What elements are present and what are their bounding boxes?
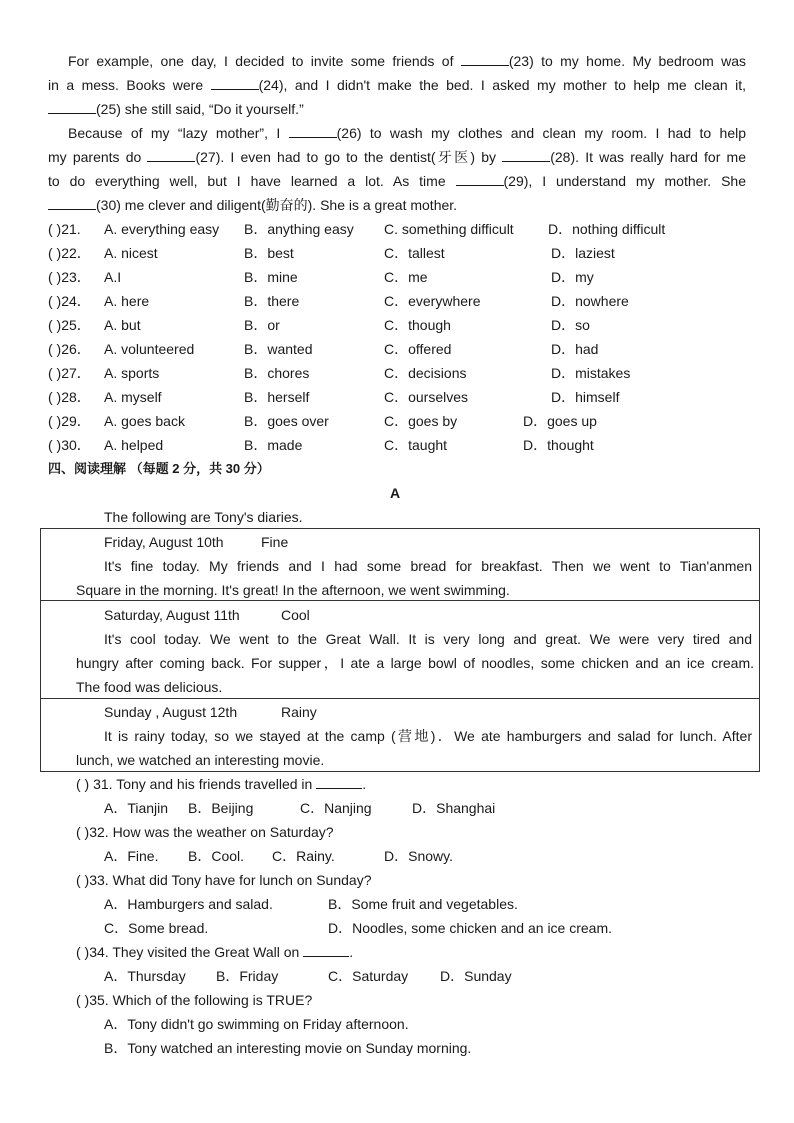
option-b: B．made [244, 437, 303, 453]
option-d: D．goes up [523, 413, 597, 429]
blank-23 [461, 53, 509, 66]
diary-text: lunch, we watched an interesting movie. [76, 752, 325, 768]
diary-weather: Rainy [281, 704, 317, 720]
option-a: A．Tianjin [104, 800, 169, 816]
option-b: B．goes over [244, 413, 329, 429]
diary-text: It's cool today. We went to the Great Wall. It is very long and great. We were very tired and [104, 631, 752, 647]
question-stem [76, 775, 366, 793]
option-c: C．tallest [384, 245, 445, 261]
text: to do everything well, but I have learned a lot. As time [48, 173, 446, 189]
text: (27). I even had to go to the dentist(牙医) by [195, 149, 497, 165]
diary-text: Square in the morning. It's great! In the afternoon, we went swimming. [76, 582, 510, 598]
diary-date: Friday, August 10th [104, 534, 224, 550]
question-number: ( )29． [48, 413, 91, 429]
option-a: A. but [104, 317, 141, 333]
blank-29 [456, 173, 504, 186]
option-b: B．mine [244, 269, 298, 285]
option-c: C．goes by [384, 413, 458, 429]
option-c: C. something difficult [384, 221, 514, 237]
text: in a mess. Books were [48, 77, 204, 93]
option-b: B．there [244, 293, 300, 309]
option-c: C．me [384, 269, 428, 285]
diary-weather: Cool [281, 607, 310, 623]
option-c: C．ourselves [384, 389, 469, 405]
passage-line-4 [48, 124, 746, 142]
question-number: ( )24． [48, 293, 91, 309]
option-b: B．herself [244, 389, 310, 405]
diary-text: It is rainy today, so we stayed at the camp (营地)．We ate hamburgers and salad for lunch. After [104, 728, 752, 744]
question-number: ( )22． [48, 245, 91, 261]
option-c: C．taught [384, 437, 448, 453]
diary-date: Saturday, August 11th [104, 607, 240, 623]
option-c: C．though [384, 317, 451, 333]
option-d: D．so [551, 317, 590, 333]
blank-30 [48, 197, 96, 210]
question-number: ( )26． [48, 341, 91, 357]
part-label: A [390, 485, 401, 501]
passage-line-7 [48, 196, 457, 214]
text: For example, one day, I decided to invite some friends of [68, 53, 454, 69]
diary-text: hungry after coming back. For supper，I ate a large bowl of noodles, some chicken and an ice cream. [76, 655, 754, 671]
diary-weather: Fine [261, 534, 289, 550]
option-b: B．anything easy [244, 221, 354, 237]
text: . [362, 776, 367, 792]
blank-25 [48, 101, 96, 114]
option-c: C．offered [384, 341, 452, 357]
option-a: A. helped [104, 437, 164, 453]
option-b: B．Friday [216, 968, 279, 984]
option-b: B．Some fruit and vegetables. [328, 896, 518, 912]
question-stem: ( )32. How was the weather on Saturday? [76, 824, 334, 840]
text: (23) to my home. My bedroom was [508, 53, 746, 69]
text: my parents do [48, 149, 142, 165]
option-d: D．nothing difficult [548, 221, 666, 237]
option-d: D．had [551, 341, 599, 357]
option-a: A．Hamburgers and salad. [104, 896, 273, 912]
diary-intro: The following are Tony's diaries. [104, 509, 303, 525]
passage-line-5 [48, 148, 746, 166]
option-d: D．Snowy. [384, 848, 453, 864]
divider [40, 600, 760, 601]
option-b: B．Tony watched an interesting movie on Sunday morning. [104, 1040, 472, 1056]
text: Because of my “lazy mother”, I [68, 125, 281, 141]
passage-line-1 [48, 52, 746, 70]
option-d: D．my [551, 269, 594, 285]
blank-26 [289, 125, 337, 138]
option-a: A. myself [104, 389, 162, 405]
option-c: C．Nanjing [300, 800, 372, 816]
passage-line-6 [48, 172, 746, 190]
option-d: D．laziest [551, 245, 615, 261]
blank-27 [147, 149, 195, 162]
diary-date: Sunday , August 12th [104, 704, 238, 720]
text: . [349, 944, 354, 960]
question-stem [76, 943, 353, 961]
answer-blank [303, 944, 349, 957]
question-stem: ( )35. Which of the following is TRUE? [76, 992, 313, 1008]
option-b: B．wanted [244, 341, 313, 357]
text: (24), and I didn't make the bed. I asked my mother to help me clean it, [258, 77, 746, 93]
text: ( )34. They visited the Great Wall on [76, 944, 300, 960]
option-a: A. goes back [104, 413, 185, 429]
passage-line-3 [48, 100, 304, 118]
option-b: B．Cool. [188, 848, 245, 864]
text: (25) she still said, “Do it yourself.” [96, 101, 304, 117]
option-d: D．mistakes [551, 365, 631, 381]
diary-text: The food was delicious. [76, 679, 223, 695]
option-a: A. volunteered [104, 341, 195, 357]
option-a: A.I [104, 269, 122, 285]
option-c: C．decisions [384, 365, 467, 381]
text: ( ) 31. Tony and his friends travelled in [76, 776, 313, 792]
option-c: C．everywhere [384, 293, 481, 309]
question-number: ( )27． [48, 365, 91, 381]
option-d: D．Shanghai [412, 800, 496, 816]
option-a: A．Tony didn't go swimming on Friday afternoon. [104, 1016, 409, 1032]
question-number: ( )25． [48, 317, 91, 333]
question-number: ( )23． [48, 269, 91, 285]
option-d: D．Sunday [440, 968, 512, 984]
text: (29), I understand my mother. She [503, 173, 746, 189]
option-c: C．Some bread. [104, 920, 209, 936]
diary-text: It's fine today. My friends and I had some bread for breakfast. Then we went to Tian'anmen [104, 558, 752, 574]
option-a: A. nicest [104, 245, 158, 261]
option-a: A. here [104, 293, 150, 309]
blank-28 [502, 149, 550, 162]
option-a: A．Thursday [104, 968, 186, 984]
blank-24 [211, 77, 259, 90]
option-b: B．chores [244, 365, 310, 381]
option-a: A. everything easy [104, 221, 220, 237]
question-number: ( )28． [48, 389, 91, 405]
option-d: D．himself [551, 389, 620, 405]
option-b: B．Beijing [188, 800, 254, 816]
text: (28). It was really hard for me [550, 149, 747, 165]
option-b: B．or [244, 317, 280, 333]
option-d: D．Noodles, some chicken and an ice cream. [328, 920, 613, 936]
section-title: 四、阅读理解 （每题 2 分，共 30 分） [48, 461, 270, 476]
passage-line-2 [48, 76, 746, 94]
option-d: D．thought [523, 437, 594, 453]
question-number: ( )21. [48, 221, 81, 237]
option-b: B．best [244, 245, 294, 261]
option-a: A. sports [104, 365, 160, 381]
divider [40, 698, 760, 699]
option-d: D．nowhere [551, 293, 629, 309]
text: (26) to wash my clothes and clean my room. I had to help [336, 125, 747, 141]
question-number: ( )30． [48, 437, 91, 453]
option-c: C．Rainy. [272, 848, 335, 864]
option-a: A．Fine. [104, 848, 159, 864]
option-c: C．Saturday [328, 968, 409, 984]
answer-blank [316, 776, 362, 789]
text: (30) me clever and diligent(勤奋的). She is a great mother. [96, 197, 458, 213]
question-stem: ( )33. What did Tony have for lunch on Sunday? [76, 872, 372, 888]
